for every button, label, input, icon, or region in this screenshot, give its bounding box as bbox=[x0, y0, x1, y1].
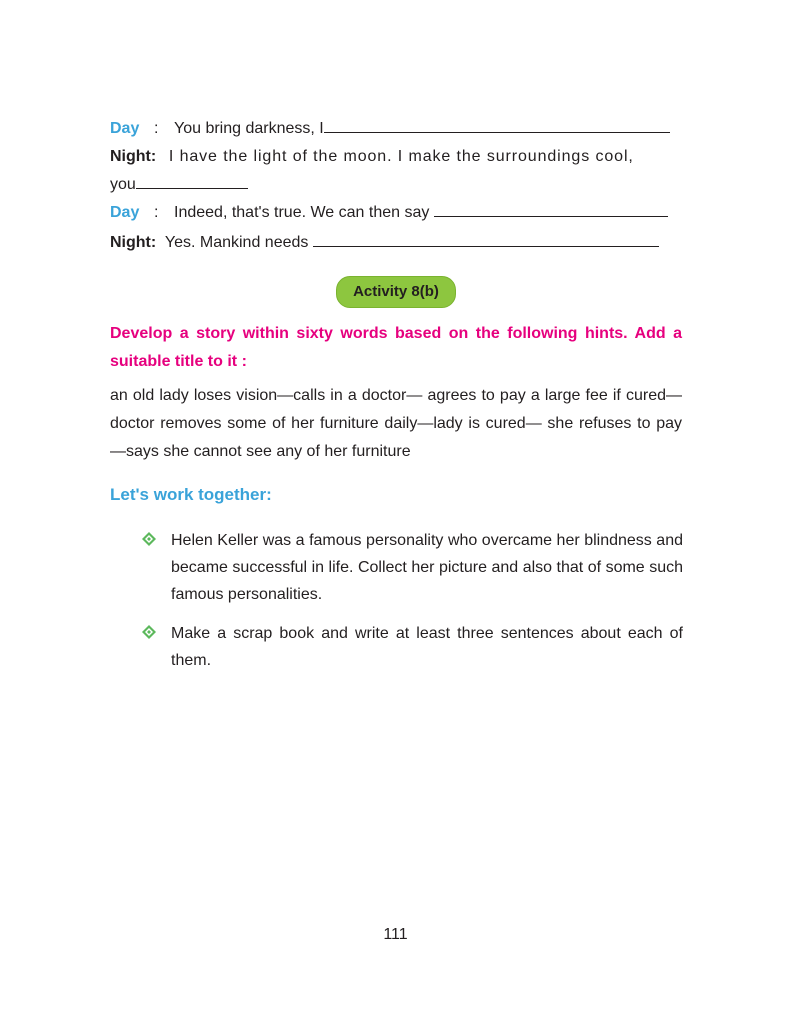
colon: : bbox=[154, 204, 159, 221]
dialogue-text-continued: you bbox=[110, 176, 136, 193]
activity-prompt: Develop a story within sixty words based on the following hints. Add a suitable title to it : bbox=[110, 325, 682, 370]
dialogue-line-1 bbox=[110, 114, 685, 142]
dialogue-line-2 bbox=[110, 144, 685, 198]
dialogue-text: You bring darkness, I bbox=[174, 120, 324, 137]
diamond-bullet-icon bbox=[142, 625, 156, 639]
answer-blank[interactable] bbox=[434, 198, 668, 217]
speaker-night: Night bbox=[110, 148, 151, 165]
dialogue-text: Indeed, that's true. We can then say bbox=[174, 204, 430, 221]
dialogue-text: Yes. Mankind needs bbox=[164, 234, 309, 251]
dialogue-line-3 bbox=[110, 198, 685, 226]
speaker-night: Night bbox=[110, 234, 151, 251]
page-number: 111 bbox=[383, 926, 408, 943]
section-heading: Let's work together: bbox=[110, 485, 272, 504]
colon: : bbox=[150, 148, 157, 165]
bullet-text: Helen Keller was a famous personality who overcame her blindness and became successful in life. Collect her picture and also that of some such famous personalities. bbox=[171, 532, 683, 603]
dialogue-text: I have the light of the moon. I make the surroundings cool, bbox=[168, 148, 634, 165]
story-hints: an old lady loses vision—calls in a doctor— agrees to pay a large fee if cured—doctor removes some of her furniture daily—lady is cured— she refuses to pay—says she cannot see any of her furniture bbox=[110, 387, 682, 460]
diamond-bullet-icon bbox=[142, 532, 156, 546]
bullet-text: Make a scrap book and write at least three sentences about each of them. bbox=[171, 625, 683, 669]
answer-blank[interactable] bbox=[313, 228, 659, 247]
answer-blank[interactable] bbox=[136, 170, 248, 189]
answer-blank[interactable] bbox=[324, 114, 670, 133]
colon: : bbox=[150, 234, 157, 251]
speaker-day: Day bbox=[110, 120, 140, 137]
dialogue-line-4 bbox=[110, 228, 685, 256]
colon: : bbox=[154, 120, 159, 137]
activity-badge: Activity 8(b) bbox=[336, 276, 456, 308]
speaker-day: Day bbox=[110, 204, 140, 221]
